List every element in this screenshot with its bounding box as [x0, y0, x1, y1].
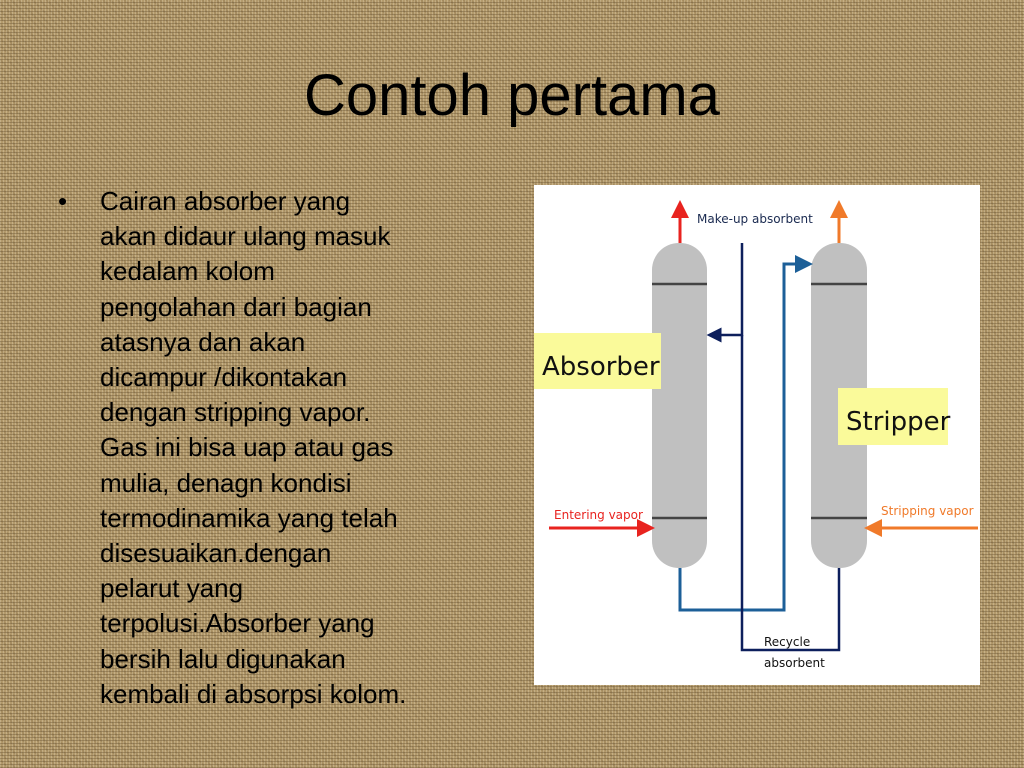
bullet-line: akan didaur ulang masuk	[100, 221, 391, 252]
makeup-line	[714, 243, 742, 335]
bullet-line: Gas ini bisa uap atau gas	[100, 432, 394, 463]
stripper-label: Stripper	[846, 407, 951, 437]
bullet-line: Cairan absorber yang	[100, 186, 351, 216]
bullet-line: kembali di absorpsi kolom.	[100, 678, 407, 709]
bullet-line: terpolusi.Absorber yang	[100, 608, 375, 639]
recycle-label: Recycle	[764, 635, 811, 649]
bullet-line: dicampur /dikontakan	[100, 362, 348, 393]
absorber-label: Absorber	[542, 352, 660, 382]
absorber-column	[652, 243, 707, 568]
bullet-line: disesuaikan.dengan	[100, 538, 332, 569]
makeup-label: Make-up absorbent	[697, 212, 813, 226]
bullet-line: pelarut yang	[100, 573, 244, 604]
bullet-line: dengan stripping vapor.	[100, 397, 371, 428]
stripping-vapor-label: Stripping vapor	[881, 504, 974, 518]
slide-title: Contoh pertama	[304, 63, 720, 128]
bullet-line: kedalam kolom	[100, 256, 275, 287]
bullet-line: termodinamika yang telah	[100, 502, 398, 533]
bullet-line: pengolahan dari bagian	[100, 291, 372, 322]
bullet-line: mulia, denagn kondisi	[100, 467, 352, 498]
bullet-line: atasnya dan akan	[100, 326, 306, 357]
recycle-label-2: absorbent	[764, 656, 825, 670]
bullet-lines	[100, 184, 406, 712]
bullet-line: bersih lalu digunakan	[100, 643, 346, 674]
entering-vapor-label: Entering vapor	[554, 508, 643, 522]
bullet-marker: •	[58, 186, 68, 216]
absorber-stripper-diagram	[534, 185, 980, 685]
